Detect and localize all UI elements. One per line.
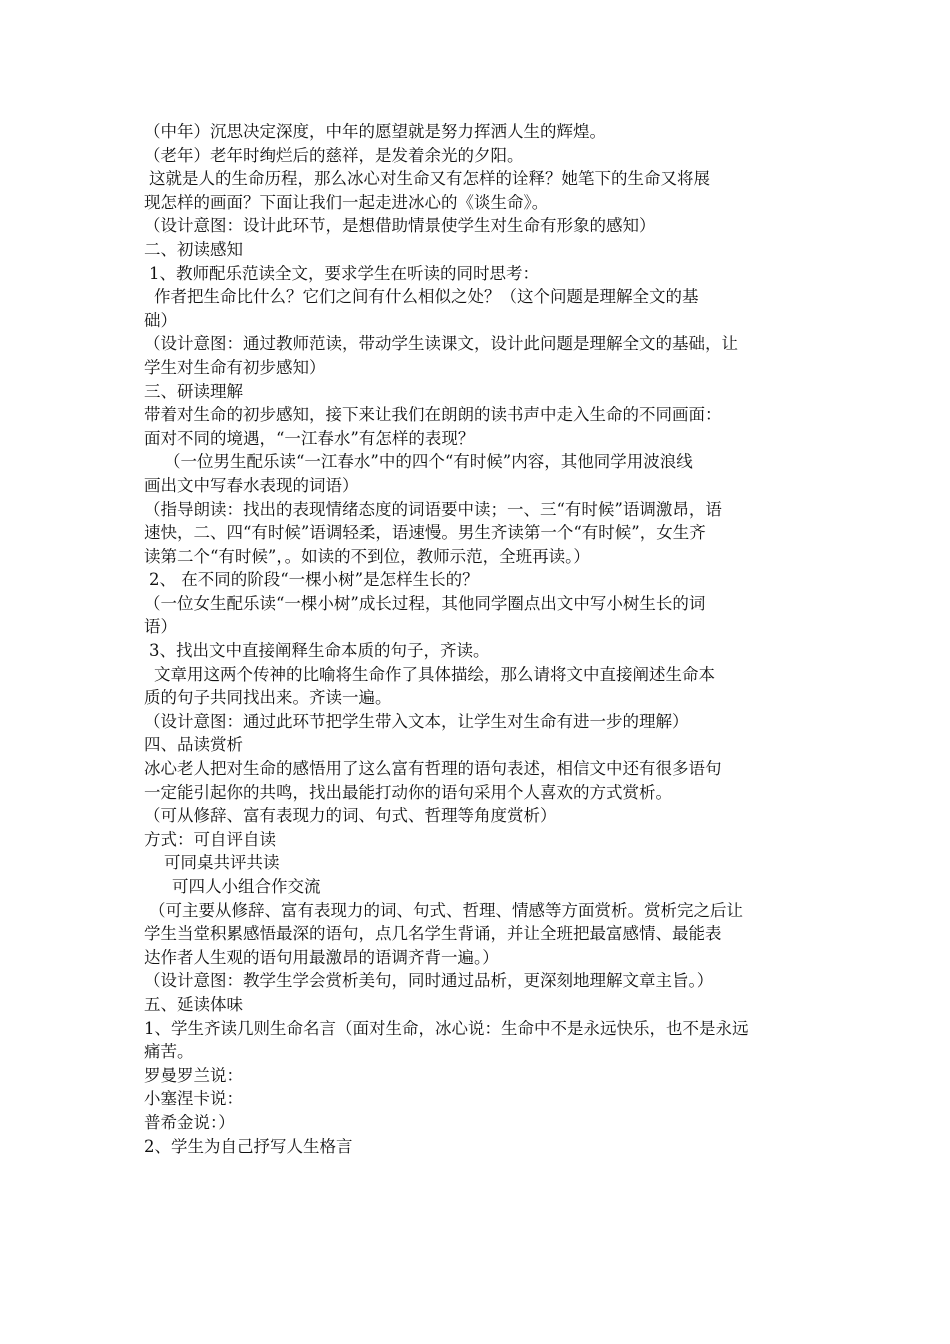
- text-line: 2、学生为自己抒写人生格言: [144, 1136, 353, 1156]
- text-line: 础）: [144, 310, 177, 330]
- text-line: （一位女生配乐读“一棵小树”成长过程，其他同学圈点出文中写小树生长的词: [144, 593, 706, 613]
- text-line: 冰心老人把对生命的感悟用了这么富有哲理的语句表述，相信文中还有很多语句: [144, 759, 722, 779]
- text-line: 画出文中写春水表现的词语）: [144, 475, 359, 495]
- text-line: （设计意图：通过教师范读，带动学生读课文，设计此问题是理解全文的基础，让: [144, 334, 738, 354]
- text-line: 语）: [144, 617, 177, 637]
- text-line: （一位男生配乐读“一江春水”中的四个“有时候”内容，其他同学用波浪线: [164, 452, 693, 472]
- text-line: （设计意图：通过此环节把学生带入文本，让学生对生命有进一步的理解）: [144, 711, 689, 731]
- text-line: 现怎样的画面？下面让我们一起走进冰心的《谈生命》。: [144, 192, 549, 212]
- text-line: 方式：可自评自读: [144, 829, 276, 849]
- text-line: 普希金说：）: [144, 1112, 235, 1132]
- section-heading: 三、研读理解: [144, 381, 243, 401]
- text-line: （设计意图：设计此环节，是想借助情景使学生对生命有形象的感知）: [144, 216, 656, 236]
- text-line: （设计意图：教学生学会赏析美句，同时通过品析，更深刻地理解文章主旨。）: [144, 971, 714, 991]
- text-line: 痛苦。: [144, 1042, 194, 1062]
- text-line: （可从修辞、富有表现力的词、句式、哲理等角度赏析）: [144, 806, 557, 826]
- text-line: 2、 在不同的阶段“一棵小树”是怎样生长的？: [149, 570, 479, 590]
- text-line: 文章用这两个传神的比喻将生命作了具体描绘，那么请将文中直接阐述生命本: [154, 664, 715, 684]
- text-line: 达作者人生观的语句用最激昂的语调齐背一遍。）: [144, 947, 499, 967]
- text-line: （指导朗读：找出的表现情绪态度的词语要中读；一、三“有时候”语调激昂，语: [144, 499, 722, 519]
- text-line: 3、找出文中直接阐释生命本质的句子，齐读。: [149, 641, 490, 661]
- text-line: 1、学生齐读几则生命名言（面对生命，冰心说：生命中不是永远快乐，也不是永远: [144, 1018, 749, 1038]
- text-line: （可主要从修辞、富有表现力的词、句式、哲理、情感等方面赏析。赏析完之后让: [149, 900, 743, 920]
- text-line: 质的句子共同找出来。齐读一遍。: [144, 688, 392, 708]
- text-line: 罗曼罗兰说：: [144, 1065, 243, 1085]
- section-heading: 二、初读感知: [144, 239, 243, 259]
- text-line: 可同桌共评共读: [164, 853, 280, 873]
- text-line: 可四人小组合作交流: [172, 877, 321, 896]
- text-line: 1、教师配乐范读全文，要求学生在听读的同时思考：: [149, 263, 539, 283]
- text-line: 读第二个“有时候”，。如读的不到位，教师示范，全班再读。）: [144, 546, 590, 566]
- text-line: 作者把生命比什么？它们之间有什么相似之处？（这个问题是理解全文的基: [154, 287, 699, 307]
- text-line: 带着对生命的初步感知，接下来让我们在朗朗的读书声中走入生命的不同画面：: [144, 405, 722, 425]
- text-line: （中年）沉思决定深度，中年的愿望就是努力挥洒人生的辉煌。: [144, 122, 606, 141]
- text-line: 这就是人的生命历程，那么冰心对生命又有怎样的诠释？她笔下的生命又将展: [149, 169, 710, 189]
- document-page: [144, 120, 812, 1158]
- text-line: 面对不同的境遇，“一江春水”有怎样的表现？: [144, 428, 475, 448]
- section-heading: 四、品读赏析: [144, 735, 243, 755]
- text-line: 学生对生命有初步感知）: [144, 357, 326, 377]
- section-heading: 五、延读体味: [144, 994, 243, 1014]
- text-line: 一定能引起你的共鸣，找出最能打动你的语句采用个人喜欢的方式赏析。: [144, 782, 672, 802]
- text-line: （老年）老年时绚烂后的慈祥，是发着余光的夕阳。: [144, 145, 524, 165]
- text-line: 学生当堂积累感悟最深的语句，点几名学生背诵，并让全班把最富感情、最能表: [144, 924, 722, 944]
- text-line: 小塞涅卡说：: [144, 1089, 243, 1109]
- text-line: 速快，二、四“有时候”语调轻柔，语速慢。男生齐读第一个“有时候”，女生齐: [144, 523, 706, 543]
